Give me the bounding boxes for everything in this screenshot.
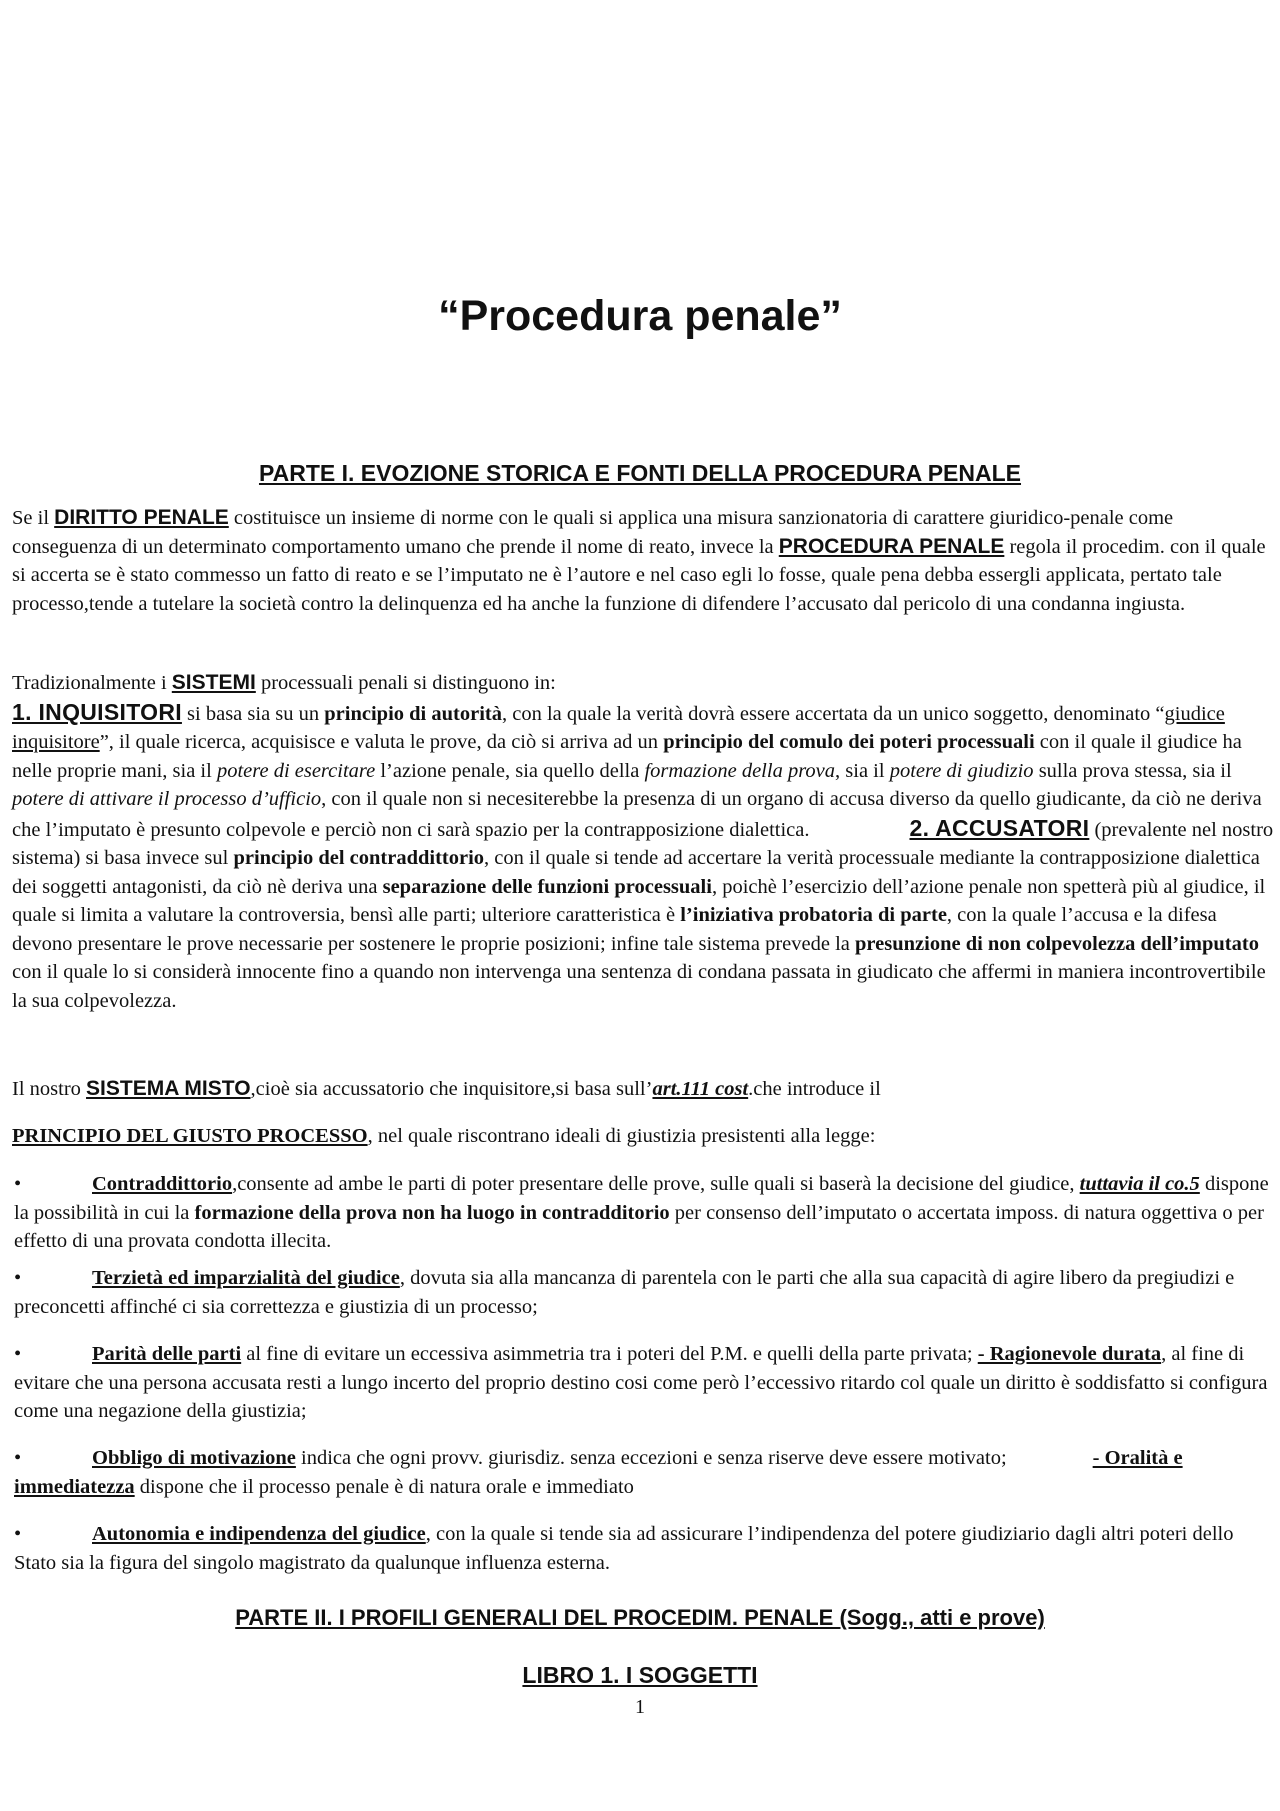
bold-underlined-text: - Ragionevole durata [977, 1343, 1162, 1365]
list-item-contraddittorio [14, 1170, 1274, 1256]
keyword-inquisitori: 1. INQUISITORI [12, 698, 182, 725]
text: costituisce un insieme di norme con le quali si applica una misura sanzionatoria di carattere giuridico-penale come conseguenza di un determinato comportamento umano che prende il nome di reato, invece la [12, 507, 1174, 558]
text: , nel quale riscontrano ideali di giustizia presistenti alla legge: [367, 1125, 876, 1147]
bullet-symbol: • [14, 1267, 22, 1289]
article-reference: art.111 cost [652, 1078, 749, 1100]
text: Il nostro [12, 1078, 87, 1100]
text: dispone la possibilità in cui la [14, 1173, 1269, 1224]
bullet-symbol: • [14, 1523, 22, 1545]
bold-underlined-text: - Oralità e immediatezza [14, 1447, 1183, 1498]
part1-heading: PARTE I. EVOZIONE STORICA E FONTI DELLA PROCEDURA PENALE [258, 460, 1022, 486]
bold-text: formazione della prova non ha luogo in contradditorio [194, 1201, 670, 1224]
text: , con il quale non si necesiterebbe la presenza di un organo di accusa diverso da quello giudicante, da ciò ne deriva che l’imputato è presunto colpevole e perciò non ci sarà spazio per la contrapposizione dialettica. [12, 788, 1262, 841]
text: , con la quale si tende sia ad assicurare l’indipendenza del potere giudiziario dagli altri poteri dello Stato sia la figura del singolo magistrato da qualunque influenza esterna. [14, 1523, 1234, 1574]
bold-text: principio del comulo dei poteri processuali [663, 731, 1035, 753]
text: regola il procedim. con il quale si accerta se è stato commesso un fatto di reato e se l’imputato ne è l’autore e nel caso egli lo fosse, quale pena debba essergli applicata, pertato tale processo,tende a tutelare la società contro la delinquenza ed ha anche la funzione di difendere l’accusato dal pericolo di una condanna ingiusta. [12, 535, 1266, 615]
text: , dovuta sia alla mancanza di parentela con le parti che alla sua capacità di agire libero da pregiudizi e preconcetti affinché ci sia correttezza e giustizia di un processo; [14, 1267, 1235, 1318]
bold-underlined-text: Obbligo di motivazione [92, 1447, 296, 1469]
italic-text: formazione della prova [644, 759, 836, 782]
paragraph-intro [12, 504, 1274, 618]
bullet-symbol: • [14, 1343, 22, 1365]
bold-text: principio di autorità [324, 702, 502, 725]
document-title: “Procedura penale” [438, 292, 842, 340]
part2-heading: PARTE II. I PROFILI GENERALI DEL PROCEDIM. PENALE (Sogg., atti e prove) [235, 1605, 1045, 1630]
text: per consenso dell’imputato o accertata imposs. di natura oggettiva o per effetto di una provata condotta illecita. [14, 1201, 1264, 1252]
text: .che introduce il [748, 1078, 881, 1100]
bold-text: separazione delle funzioni processuali [382, 875, 712, 898]
list-item-motivazione [14, 1444, 1274, 1501]
list-item-parita [14, 1340, 1274, 1426]
keyword-procedura-penale: PROCEDURA PENALE [778, 534, 1005, 558]
text: l’azione penale, sia quello della [375, 759, 645, 782]
text: processuali penali si distinguono in: [255, 672, 556, 694]
text: sulla prova stessa, sia il [1033, 759, 1232, 782]
text: , con il quale si tende ad accertare la verità processuale mediante la contrapposizione dialettica dei soggetti antagonisti, da ciò nè deriva una [12, 847, 1260, 898]
text: Tradizionalmente i [12, 672, 172, 694]
list-item-terzieta [14, 1264, 1274, 1321]
text: ”, il quale ricerca, acquisisce e valuta le prove, da ciò si arriva ad un [99, 731, 664, 753]
bullet-symbol: • [14, 1173, 22, 1195]
keyword-giusto-processo: PRINCIPIO DEL GIUSTO PROCESSO [12, 1125, 368, 1147]
page-number: 1 [635, 1696, 645, 1718]
text: ,consente ad ambe le parti di poter presentare delle prove, sulle quali si baserà la decisione del giudice, [232, 1173, 1080, 1195]
text: ,cioè sia accussatorio che inquisitore,si basa sull’ [250, 1078, 653, 1100]
text: , con la quale la verità dovrà essere accertata da un unico soggetto, denominato “ [501, 702, 1165, 725]
paragraph-sistema-misto [12, 1075, 1274, 1104]
libro-heading: LIBRO 1. I SOGGETTI [522, 1662, 758, 1688]
text: con il quale lo si considerà innocente fino a quando non intervenga una sentenza di condana passata in giudicato che affermi in maniera incontrovertibile la sua colpevolezza. [12, 961, 1266, 1012]
paragraph-giusto-processo [12, 1122, 1274, 1151]
italic-text: potere di esercitare [216, 759, 376, 782]
text: , poichè l’esercizio dell’azione penale non spetterà più al giudice, il quale si limita a valutare la controversia, bensì alle parti; ulteriore caratteristica è [12, 875, 1266, 926]
underlined-text: giudice inquisitore [12, 702, 1225, 753]
text: al fine di evitare un eccessiva asimmetria tra i poteri del P.M. e quelli della parte privata; [241, 1343, 978, 1365]
bold-underlined-text: Terzietà ed imparzialità del giudice [92, 1267, 400, 1289]
text: (prevalente nel nostro sistema) si basa invece sul [12, 818, 1274, 869]
keyword-sistemi: SISTEMI [171, 671, 256, 694]
bold-underlined-text: Contraddittorio [92, 1173, 233, 1195]
text: indica che ogni provv. giurisdiz. senza eccezioni e senza riserve deve essere motivato; [295, 1447, 1007, 1469]
text: si basa sia su un [181, 702, 325, 725]
bold-text: principio del contraddittorio [233, 847, 485, 869]
bullet-symbol: • [14, 1447, 22, 1469]
italic-text: potere di giudizio [889, 759, 1034, 782]
text: , con la quale l’accusa e la difesa devono presentare le prove necessarie per sostenere le proprie posizioni; infine tale sistema prevede la [12, 904, 1217, 955]
text: con il quale il giudice ha nelle proprie mani, sia il [12, 731, 1242, 782]
paragraph-sistemi [12, 669, 1274, 1015]
keyword-sistema-misto: SISTEMA MISTO [86, 1077, 251, 1100]
italic-text: potere di attivare il processo d’ufficio [12, 788, 322, 810]
text: Se il [12, 507, 55, 529]
text: , al fine di evitare che una persona accusata resti a lungo incerto del proprio destino cosi come però l’eccessivo ritardo col quale un diritto è soddisfatto si configura come una negazione della giustizia; [14, 1343, 1268, 1422]
text: , sia il [835, 759, 890, 782]
text: dispone che il processo penale è di natura orale e immediato [134, 1475, 634, 1498]
bold-text: presunzione di non colpevolezza dell’imputato [855, 932, 1259, 955]
keyword-accusatori: 2. ACCUSATORI [909, 814, 1090, 841]
keyword-diritto-penale: DIRITTO PENALE [54, 506, 229, 529]
list-item-autonomia [14, 1520, 1274, 1577]
bold-underlined-text: Parità delle parti [92, 1343, 242, 1365]
bold-underlined-text: Autonomia e indipendenza del giudice [92, 1523, 426, 1545]
bold-text: l’iniziativa probatoria di parte [680, 904, 947, 926]
bold-italic-underlined-text: tuttavia il co.5 [1079, 1173, 1200, 1195]
